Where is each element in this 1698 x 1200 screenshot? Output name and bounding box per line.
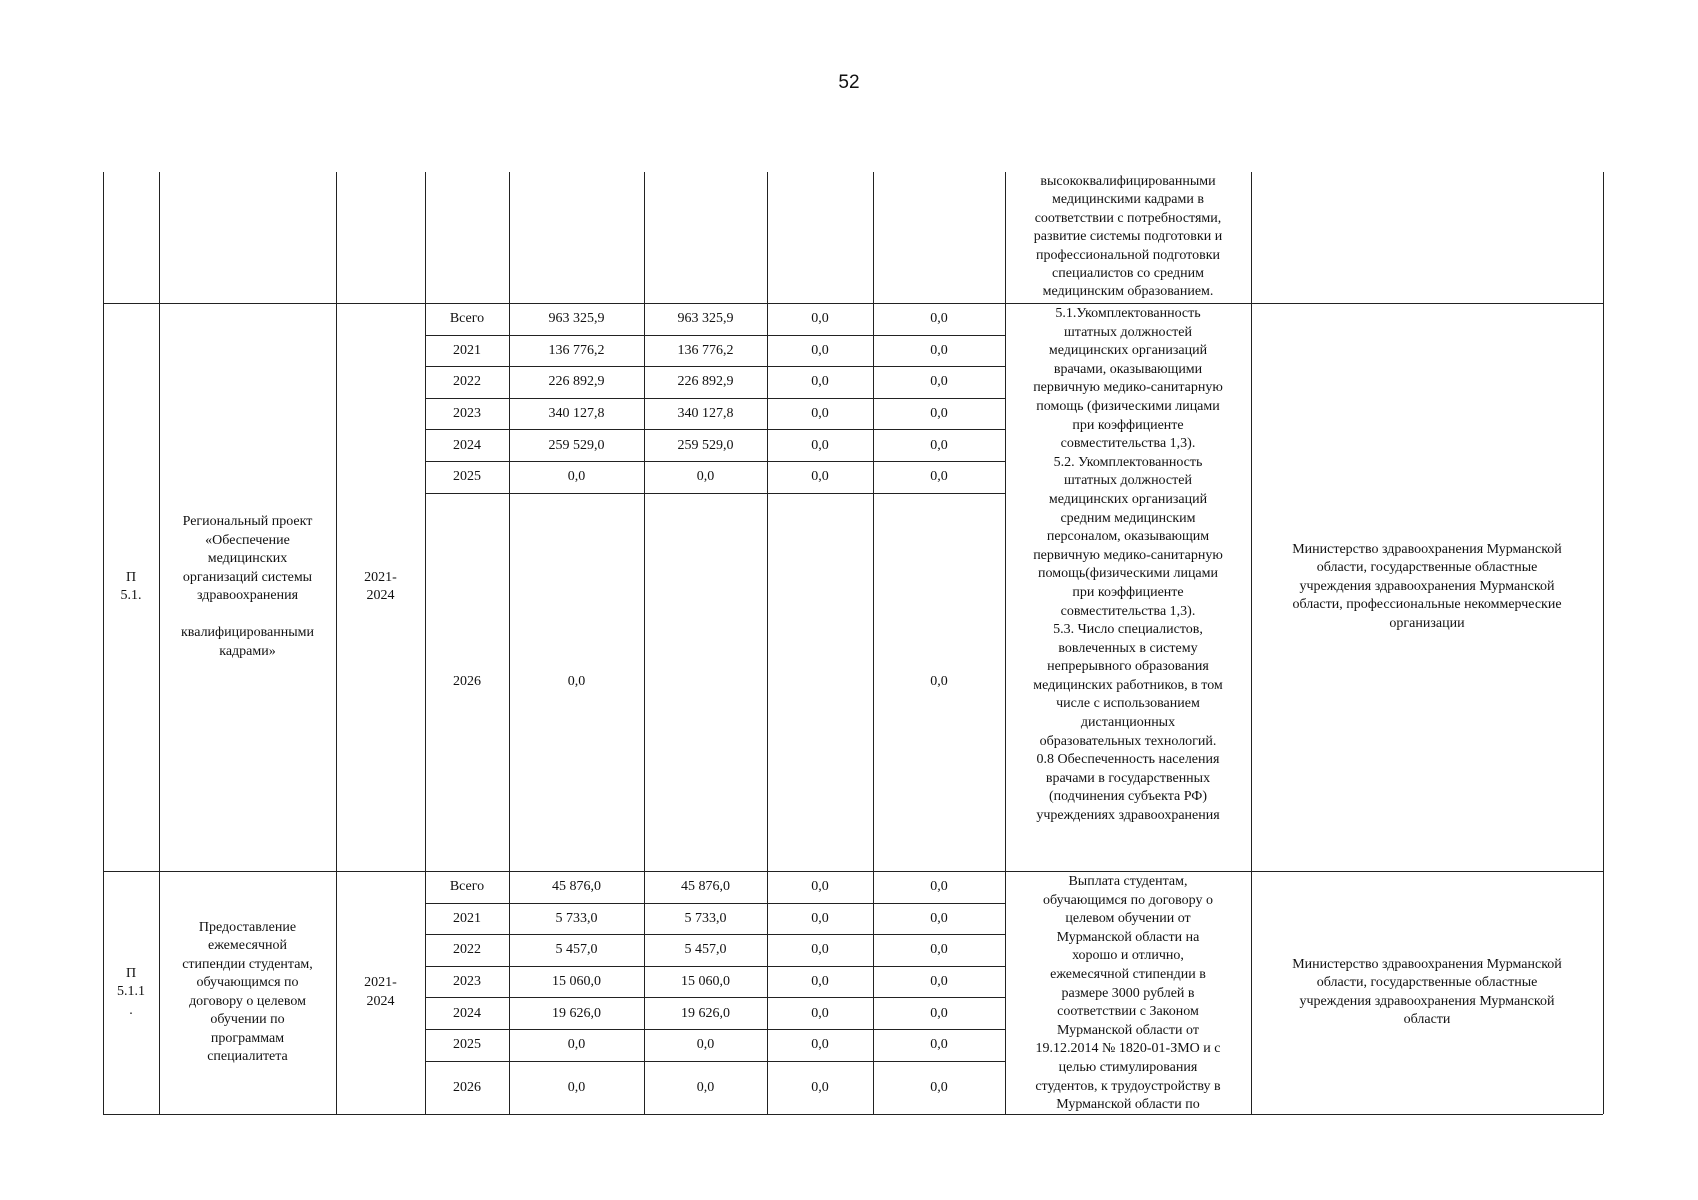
page-number: 52 — [838, 72, 860, 93]
finance-year-cell: 2024 — [453, 437, 481, 453]
row-name — [163, 513, 332, 661]
row-indicators — [1007, 873, 1249, 1115]
row-indicators-line: первичную медико-санитарную — [1033, 547, 1223, 563]
finance-total-cell: 340 127,8 — [548, 406, 605, 422]
finance-year-cell: 2026 — [453, 1079, 481, 1095]
row-name-line: организаций системы — [182, 569, 313, 585]
finance-regional-cell: 259 529,0 — [677, 437, 734, 453]
finance-other-cell: 0,0 — [930, 406, 948, 422]
row-name-line — [163, 606, 332, 625]
row-indicators-line: совместительства 1,3). — [1060, 436, 1196, 452]
row-name-line: обучающимся по — [196, 975, 299, 990]
indicator-continuation-text-line: соответствии с потребностями, — [1034, 210, 1222, 226]
finance-year-cell: 2025 — [453, 469, 481, 485]
finance-federal-cell: 0,0 — [811, 974, 829, 990]
indicator-continuation-text-line: медицинским образованием. — [1042, 284, 1214, 300]
row-indicators-line: вовлеченных в систему — [1058, 640, 1198, 656]
finance-total-cell: 0,0 — [567, 469, 586, 485]
row-indicators-line: размере 3000 рублей в — [1061, 985, 1195, 1001]
finance-other-cell: 0,0 — [930, 974, 948, 990]
finance-total-cell: 226 892,9 — [548, 374, 605, 390]
finance-other-cell: 0,0 — [930, 1079, 948, 1095]
row-executor-line: области, профессиональные некоммерческие — [1292, 597, 1562, 613]
row-period — [336, 569, 425, 606]
column-line — [336, 172, 337, 1114]
row-executor — [1255, 956, 1599, 1030]
row-period-line: 2024 — [366, 588, 395, 603]
row-executor-line: учреждения здравоохранения Мурманской — [1299, 993, 1555, 1009]
row-indicators-line: 5.3. Число специалистов, — [1053, 622, 1203, 638]
finance-year-cell: 2023 — [453, 974, 481, 990]
column-line — [1603, 172, 1604, 1114]
table-bottom-line — [103, 1114, 1603, 1115]
row-executor-line: области, государственные областные — [1316, 560, 1538, 576]
finance-regional-cell: 340 127,8 — [677, 406, 734, 422]
finance-year-cell: 2021 — [453, 910, 481, 926]
finance-year-cell: 2024 — [453, 1005, 481, 1021]
indicator-continuation-text-line: профессиональной подготовки — [1036, 247, 1220, 263]
row-name — [163, 919, 332, 1067]
indicator-continuation-text-line: высококвалифицированными — [1040, 174, 1216, 189]
row-indicators-line: при коэффициенте — [1072, 417, 1184, 433]
row-period-line: 2024 — [366, 993, 395, 1009]
row-indicators-line: обучающимся по договору о — [1043, 892, 1213, 908]
row-indicators-line: совместительства 1,3). — [1060, 603, 1196, 619]
row-period-line: 2021- — [364, 569, 397, 585]
finance-regional-cell: 5 457,0 — [684, 942, 727, 958]
row-executor — [1255, 541, 1599, 634]
finance-regional-cell: 0,0 — [696, 1037, 715, 1053]
row-indicators-line: врачами, оказывающими — [1053, 361, 1203, 377]
finance-other-cell: 0,0 — [930, 374, 948, 390]
row-executor-line: области — [1403, 1012, 1451, 1027]
finance-year-cell: Всего — [449, 311, 485, 327]
finance-other-cell: 0,0 — [930, 1037, 948, 1053]
row-indicators-line: Мурманской области от — [1057, 1022, 1199, 1038]
row-code-line: . — [129, 1002, 133, 1018]
finance-total-cell: 136 776,2 — [548, 342, 605, 358]
finance-year-cell: 2026 — [453, 674, 481, 690]
row-name-line: кадрами» — [219, 643, 276, 659]
finance-other-cell: 0,0 — [930, 437, 948, 453]
row-indicators-line: 5.1.Укомплектованность — [1055, 306, 1201, 321]
row-name-line: специалитета — [207, 1049, 288, 1064]
row-code — [103, 569, 159, 606]
row-name-line: медицинских — [207, 551, 288, 566]
row-period — [336, 974, 425, 1011]
row-executor-line: учреждения здравоохранения Мурманской — [1299, 578, 1555, 594]
finance-federal-cell: 0,0 — [811, 342, 829, 358]
finance-total-cell: 0,0 — [567, 674, 586, 690]
finance-total-cell: 0,0 — [567, 1079, 586, 1095]
column-line — [159, 172, 160, 1114]
finance-federal-cell — [767, 493, 873, 871]
indicator-continuation-text-line: специалистов со средним — [1052, 266, 1204, 282]
finance-other-cell: 0,0 — [930, 910, 948, 926]
row-code-line: 5.1.1 — [117, 984, 145, 1000]
finance-other-cell: 0,0 — [930, 311, 948, 327]
indicator-continuation-text-line: развитие системы подготовки и — [1033, 229, 1223, 245]
indicator-continuation-text-line: медицинскими кадрами в — [1052, 192, 1204, 208]
row-indicators-line: студентов, к трудоустройству в — [1035, 1078, 1221, 1094]
finance-regional-cell: 0,0 — [696, 1079, 715, 1095]
row-indicators-line: штатных должностей — [1064, 324, 1192, 340]
row-indicators-line: медицинских организаций — [1048, 491, 1208, 507]
row-indicators-line: первичную медико-санитарную — [1033, 380, 1223, 396]
row-indicators-line: непрерывного образования — [1047, 659, 1209, 675]
row-name-line: программам — [210, 1030, 285, 1046]
finance-other-cell: 0,0 — [930, 469, 948, 485]
row-indicators-line: 0.8 Обеспеченность населения — [1036, 752, 1220, 768]
row-indicators-line: хорошо и отлично, — [1072, 948, 1184, 964]
finance-year-cell: 2022 — [453, 374, 481, 390]
row-indicators-line: целевом обучении от — [1065, 911, 1191, 927]
finance-federal-cell: 0,0 — [811, 374, 829, 390]
finance-total-cell: 259 529,0 — [548, 437, 605, 453]
row-indicators-line: учреждениях здравоохранения — [1036, 808, 1220, 824]
row-executor-line: организации — [1389, 615, 1465, 631]
row-indicators-line: медицинских организаций — [1048, 343, 1208, 359]
column-line — [1005, 172, 1006, 1114]
row-indicators-line: соответствии с Законом — [1057, 1004, 1199, 1020]
row-indicators-line: 5.2. Укомплектованность — [1053, 454, 1203, 470]
finance-federal-cell: 0,0 — [811, 1079, 829, 1095]
finance-other-cell: 0,0 — [930, 942, 948, 958]
finance-federal-cell: 0,0 — [811, 879, 829, 895]
row-executor-line: Министерство здравоохранения Мурманской — [1292, 956, 1562, 972]
row-indicators-line: (подчинения субъекта РФ) — [1049, 789, 1207, 805]
finance-total-cell: 15 060,0 — [552, 974, 601, 990]
finance-regional-cell: 136 776,2 — [677, 342, 734, 358]
finance-federal-cell: 0,0 — [811, 311, 829, 327]
finance-regional-cell: 0,0 — [696, 469, 715, 485]
row-indicators-line: Мурманской области по — [1056, 1097, 1200, 1113]
row-name-line: квалифицированными — [181, 625, 314, 640]
finance-federal-cell: 0,0 — [811, 1037, 829, 1053]
finance-regional-cell: 45 876,0 — [681, 879, 730, 895]
finance-federal-cell: 0,0 — [811, 1005, 829, 1021]
column-line — [1251, 172, 1252, 1114]
finance-federal-cell: 0,0 — [811, 942, 829, 958]
row-indicators-line: ежемесячной стипендии в — [1050, 966, 1206, 982]
row-code-line: П — [125, 569, 137, 585]
row-indicators-line: Выплата студентам, — [1068, 874, 1188, 889]
row-name-line: Региональный проект — [182, 514, 313, 529]
finance-total-cell: 19 626,0 — [552, 1005, 601, 1021]
row-indicators-line: 19.12.2014 № 1820-01-ЗМО и с — [1035, 1041, 1221, 1057]
finance-federal-cell: 0,0 — [811, 406, 829, 422]
row-code — [103, 965, 159, 1021]
row-indicators-line: медицинских работников, в том — [1033, 677, 1223, 693]
row-executor-line: области, государственные областные — [1316, 975, 1538, 990]
row-indicators — [1007, 305, 1249, 826]
row-indicators-line: Мурманской области на — [1056, 929, 1200, 945]
finance-year-cell: 2022 — [453, 942, 481, 958]
row-indicators-line: дистанционных — [1080, 715, 1176, 731]
finance-total-cell: 0,0 — [567, 1037, 586, 1053]
row-executor-line: Министерство здравоохранения Мурманской — [1292, 541, 1562, 557]
row-indicators-line: при коэффициенте — [1072, 584, 1184, 600]
row-indicators-line: штатных должностей — [1064, 473, 1192, 489]
row-indicators-line: образовательных технологий. — [1039, 733, 1217, 749]
finance-federal-cell: 0,0 — [811, 437, 829, 453]
row-name-line: Предоставление — [198, 919, 297, 935]
finance-other-cell: 0,0 — [930, 879, 948, 895]
finance-year-cell: 2021 — [453, 342, 481, 358]
finance-federal-cell: 0,0 — [811, 910, 829, 926]
finance-other-cell: 0,0 — [930, 1005, 948, 1021]
finance-regional-cell: 5 733,0 — [684, 910, 727, 926]
row-name-line: обучении по — [210, 1012, 285, 1027]
row-indicators-line: целью стимулирования — [1058, 1059, 1198, 1075]
row-indicators-line: врачами в государственных — [1045, 770, 1211, 786]
indicator-continuation-text — [1007, 173, 1249, 302]
row-name-line: стипендии студентам, — [182, 956, 313, 972]
row-name-line: здравоохранения — [196, 588, 299, 603]
row-name-line: «Обеспечение — [205, 532, 290, 548]
finance-total-cell: 5 457,0 — [555, 942, 598, 958]
row-indicators-line: средним медицинским — [1060, 510, 1196, 526]
finance-regional-cell: 19 626,0 — [681, 1005, 730, 1021]
finance-year-cell: Всего — [449, 879, 485, 895]
finance-total-cell: 45 876,0 — [552, 879, 601, 895]
row-code-line: П — [125, 965, 137, 981]
finance-regional-cell: 15 060,0 — [681, 974, 730, 990]
row-period-line: 2021- — [364, 975, 397, 990]
finance-other-cell: 0,0 — [930, 674, 948, 690]
row-indicators-line: помощь (физическими лицами — [1036, 398, 1220, 414]
finance-total-cell: 5 733,0 — [555, 910, 598, 926]
finance-regional-cell: 963 325,9 — [677, 311, 734, 327]
finance-regional-cell — [644, 493, 767, 871]
row-indicators-line: персоналом, оказывающим — [1046, 529, 1210, 545]
row-code-line: 5.1. — [120, 588, 142, 603]
finance-year-cell: 2023 — [453, 406, 481, 422]
finance-federal-cell: 0,0 — [811, 469, 829, 485]
finance-other-cell: 0,0 — [930, 342, 948, 358]
finance-total-cell: 963 325,9 — [548, 311, 605, 327]
row-name-line: ежемесячной — [207, 938, 288, 953]
finance-regional-cell: 226 892,9 — [677, 374, 734, 390]
row-indicators-line: числе с использованием — [1056, 696, 1200, 712]
row-name-line: договору о целевом — [189, 993, 306, 1009]
row-indicators-line: помощь(физическими лицами — [1038, 566, 1218, 582]
finance-year-cell: 2025 — [453, 1037, 481, 1053]
